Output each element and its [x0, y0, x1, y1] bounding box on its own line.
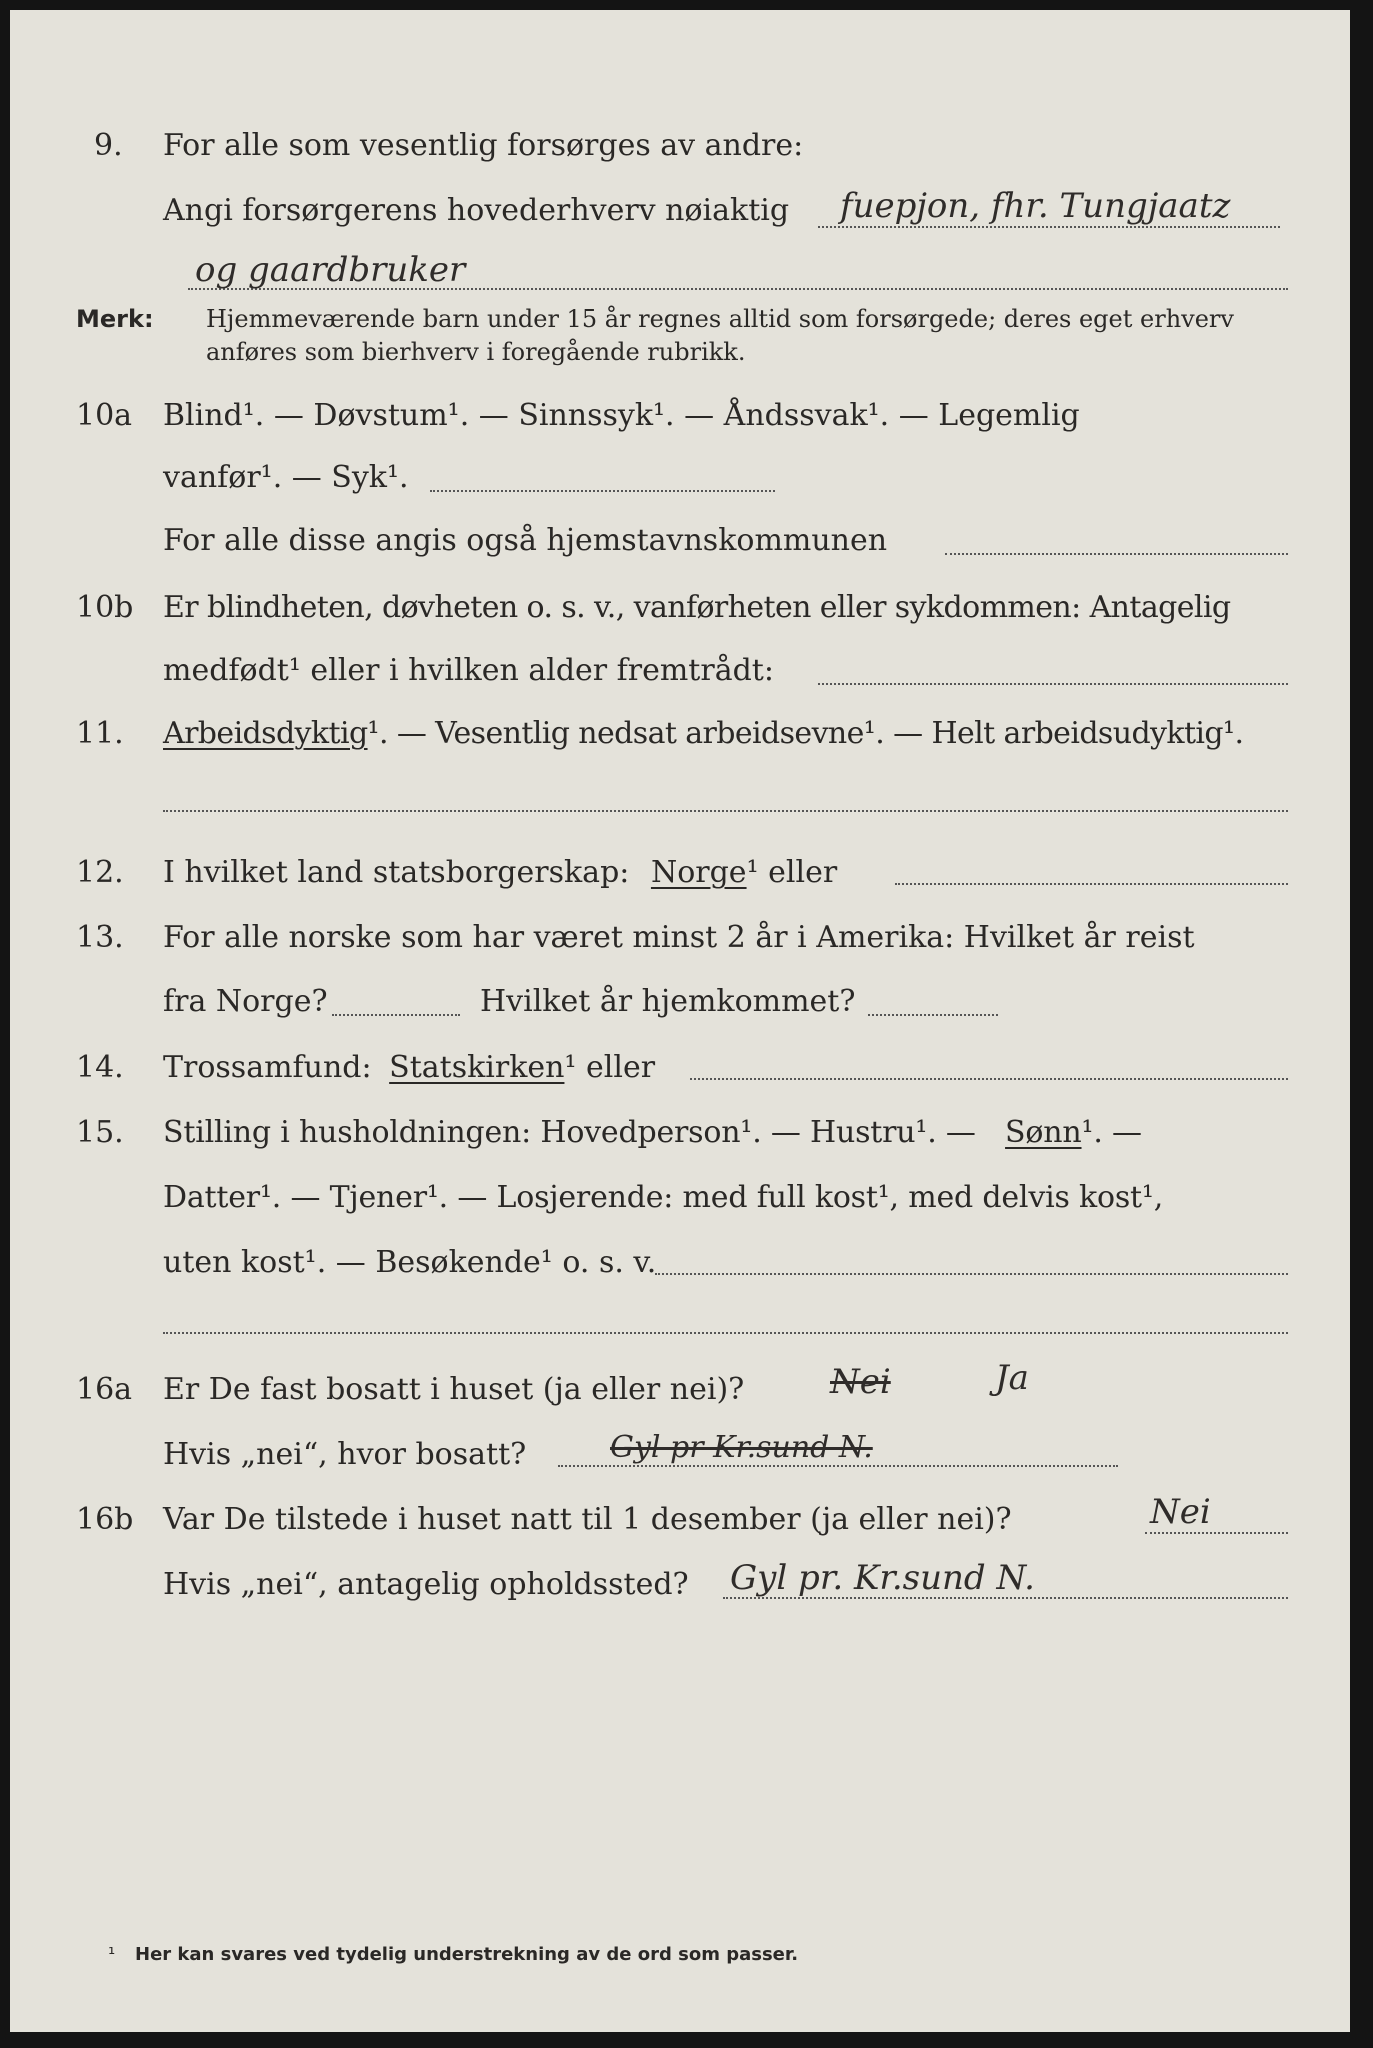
q10b-line1: Er blindheten, døvheten o. s. v., vanførheten eller sykdommen: Antagelig — [163, 590, 1231, 625]
q11-number: 11. — [76, 716, 124, 751]
q10b-number: 10b — [76, 590, 134, 625]
q12-rest: ¹ eller — [746, 855, 838, 890]
q9-number: 9. — [94, 128, 123, 163]
q15-line1a: Stilling i husholdningen: Hovedperson¹. — Hustru¹. — — [163, 1115, 976, 1150]
q10a-line1: Blind¹. — Døvstum¹. — Sinnssyk¹. — Åndssvak¹. — Legemlig — [163, 398, 1080, 433]
q16a-line1: Er De fast bosatt i huset (ja eller nei)? — [163, 1372, 745, 1407]
q9-answer-line1 — [818, 226, 1280, 228]
q10a-number: 10a — [76, 398, 133, 433]
q10a-home-municipality-line — [945, 553, 1288, 555]
q14-text: Trossamfund: — [163, 1050, 372, 1085]
q16b-handwritten-answer1: Nei — [1150, 1492, 1211, 1532]
q12-line — [163, 855, 837, 891]
q11-line — [163, 716, 1243, 752]
q16b-handwritten-answer2: Gyl pr. Kr.sund N. — [730, 1558, 1035, 1598]
census-form-page — [10, 10, 1350, 2032]
q15-number: 15. — [76, 1115, 124, 1150]
q16a-line2: Hvis „nei“, hvor bosatt? — [163, 1437, 527, 1472]
q16a-handwritten-answer: Ja — [995, 1358, 1029, 1398]
q14-answer-line — [690, 1078, 1288, 1080]
q16a-struck-residence: Gyl pr Kr.sund N. — [610, 1430, 873, 1465]
q15-line3: uten kost¹. — Besøkende¹ o. s. v. — [163, 1245, 657, 1280]
q9-line2: Angi forsørgerens hovederhverv nøiaktig — [163, 193, 790, 228]
merk-line1: Hjemmeværende barn under 15 år regnes alltid som forsørgede; deres eget erhverv — [206, 305, 1234, 333]
q11-rest: ¹. — Vesentlig nedsat arbeidsevne¹. — Helt arbeidsudyktig¹. — [367, 716, 1244, 751]
q14-rest: ¹ eller — [564, 1050, 656, 1085]
q15-line1 — [163, 1115, 1142, 1151]
q13-line1: For alle norske som har været minst 2 år i Amerika: Hvilket år reist — [163, 920, 1195, 955]
q13-number: 13. — [76, 920, 124, 955]
q14-underlined-answer: Statskirken — [389, 1050, 565, 1085]
footnote-text: Her kan svares ved tydelig understrekning av de ord som passer. — [135, 1944, 799, 1965]
q10a-answer-line — [430, 490, 775, 492]
footnote-mark: ¹ — [108, 1944, 116, 1965]
q9-line1: For alle som vesentlig forsørges av andre: — [163, 128, 804, 163]
q10b-line2: medfødt¹ eller i hvilken alder fremtrådt: — [163, 653, 774, 688]
q11-underlined-answer: Arbeidsdyktig — [163, 716, 368, 751]
q12-number: 12. — [76, 855, 124, 890]
q15-answer-line — [655, 1273, 1288, 1275]
q16a-struck-answer: Nei — [830, 1362, 891, 1402]
merk-line2: anføres som bierhverv i foregående rubrikk. — [206, 338, 746, 366]
q14-number: 14. — [76, 1050, 124, 1085]
q12-text: I hvilket land statsborgerskap: — [163, 855, 630, 890]
q15-underlined-answer: Sønn — [1005, 1115, 1082, 1150]
q11-answer-line — [163, 810, 1288, 812]
q15-line1b: ¹. — — [1081, 1115, 1142, 1150]
q13-departure-year-line — [332, 1014, 460, 1016]
q14-line — [163, 1050, 655, 1086]
q9-handwritten-answer1: fuepjon, fhr. Tungjaatz — [840, 186, 1231, 226]
q10b-answer-line — [818, 683, 1288, 685]
q16b-line2: Hvis „nei“, antagelig opholdssted? — [163, 1567, 689, 1602]
q10a-line2: vanfør¹. — Syk¹. — [163, 460, 409, 495]
q16a-number: 16a — [76, 1372, 133, 1407]
q9-handwritten-answer2: og gaardbruker — [195, 250, 466, 290]
q16b-line1: Var De tilstede i huset natt til 1 desember (ja eller nei)? — [163, 1502, 1012, 1537]
q10a-line3: For alle disse angis også hjemstavnskommunen — [163, 523, 888, 558]
q13-return-year-line — [868, 1014, 998, 1016]
q16b-answer-line1 — [1145, 1532, 1288, 1534]
merk-label: Merk: — [76, 305, 154, 333]
q16a-residence-line — [558, 1465, 1118, 1467]
q12-underlined-answer: Norge — [650, 855, 747, 890]
q13-line2a: fra Norge? — [163, 984, 328, 1019]
q15-extra-line — [163, 1332, 1288, 1334]
q16b-number: 16b — [76, 1502, 134, 1537]
q15-line2: Datter¹. — Tjener¹. — Losjerende: med full kost¹, med delvis kost¹, — [163, 1180, 1164, 1215]
q13-line2b: Hvilket år hjemkommet? — [480, 984, 856, 1019]
q12-answer-line — [895, 883, 1288, 885]
